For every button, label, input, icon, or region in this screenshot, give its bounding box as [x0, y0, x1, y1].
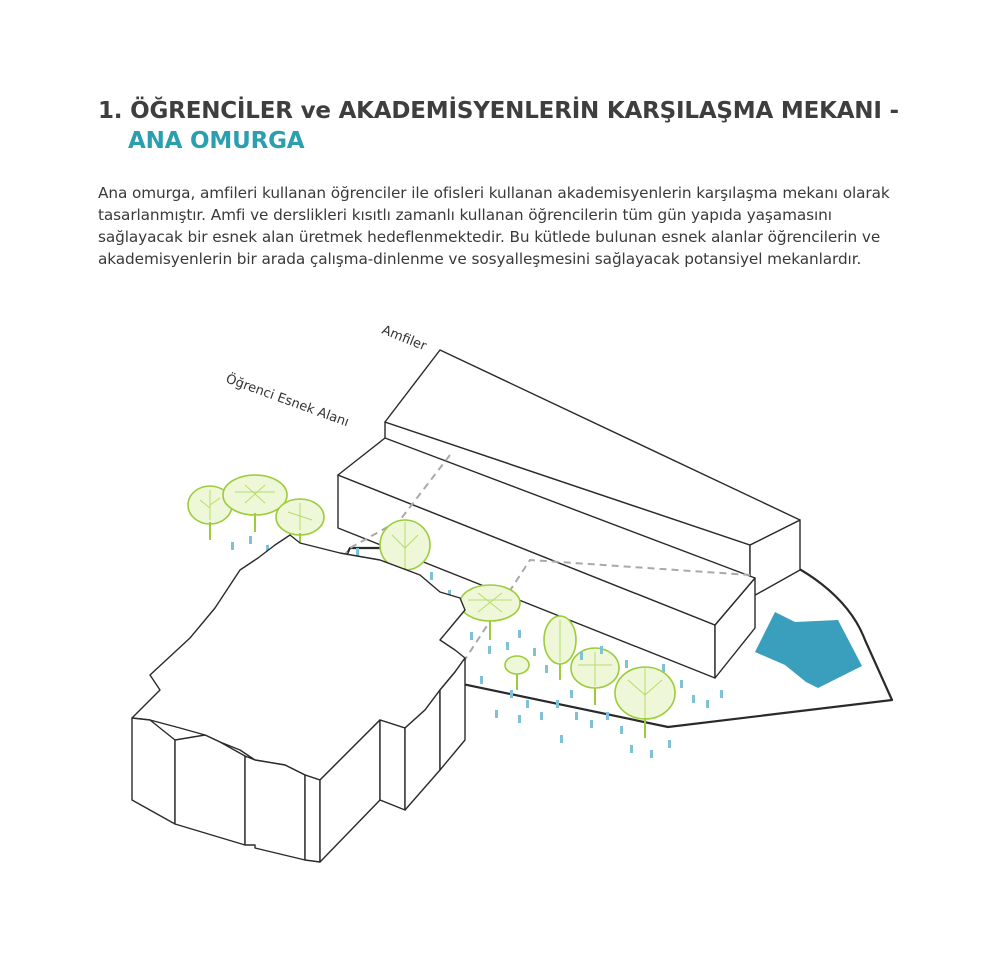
- faculty-building: [132, 535, 465, 862]
- direction-arrow: [755, 612, 862, 688]
- label-esnek-alan: Öğrenci Esnek Alanı: [223, 371, 351, 431]
- title-line-1: 1. ÖĞRENCİLER ve AKADEMİSYENLERİN KARŞILAŞMA MEKANI -: [98, 98, 899, 124]
- tree-icon: [460, 585, 520, 640]
- title-line-2-accent: ANA OMURGA: [128, 128, 305, 154]
- tree-icon: [571, 648, 619, 705]
- tree-icon: [505, 656, 529, 690]
- label-amfiler: Amfiler: [379, 322, 429, 355]
- description-paragraph: Ana omurga, amfileri kullanan öğrenciler ile ofisleri kullanan akademisyenlerin karşılaşma mekanı olarak tasarlanmıştır. Amfi ve derslikleri kısıtlı zamanlı kullanan öğrencilerin tüm gün yapıda yaşamasını sağlayacak bir esnek alan üretmek hedeflenmektedir. Bu kütlede bulunan esnek alanlar öğrencilerin ve akademisyenlerin bir arada çalışma-dinlenme ve sosyalleşmesini sağlayacak potansiyel mekanlardır.: [98, 184, 890, 268]
